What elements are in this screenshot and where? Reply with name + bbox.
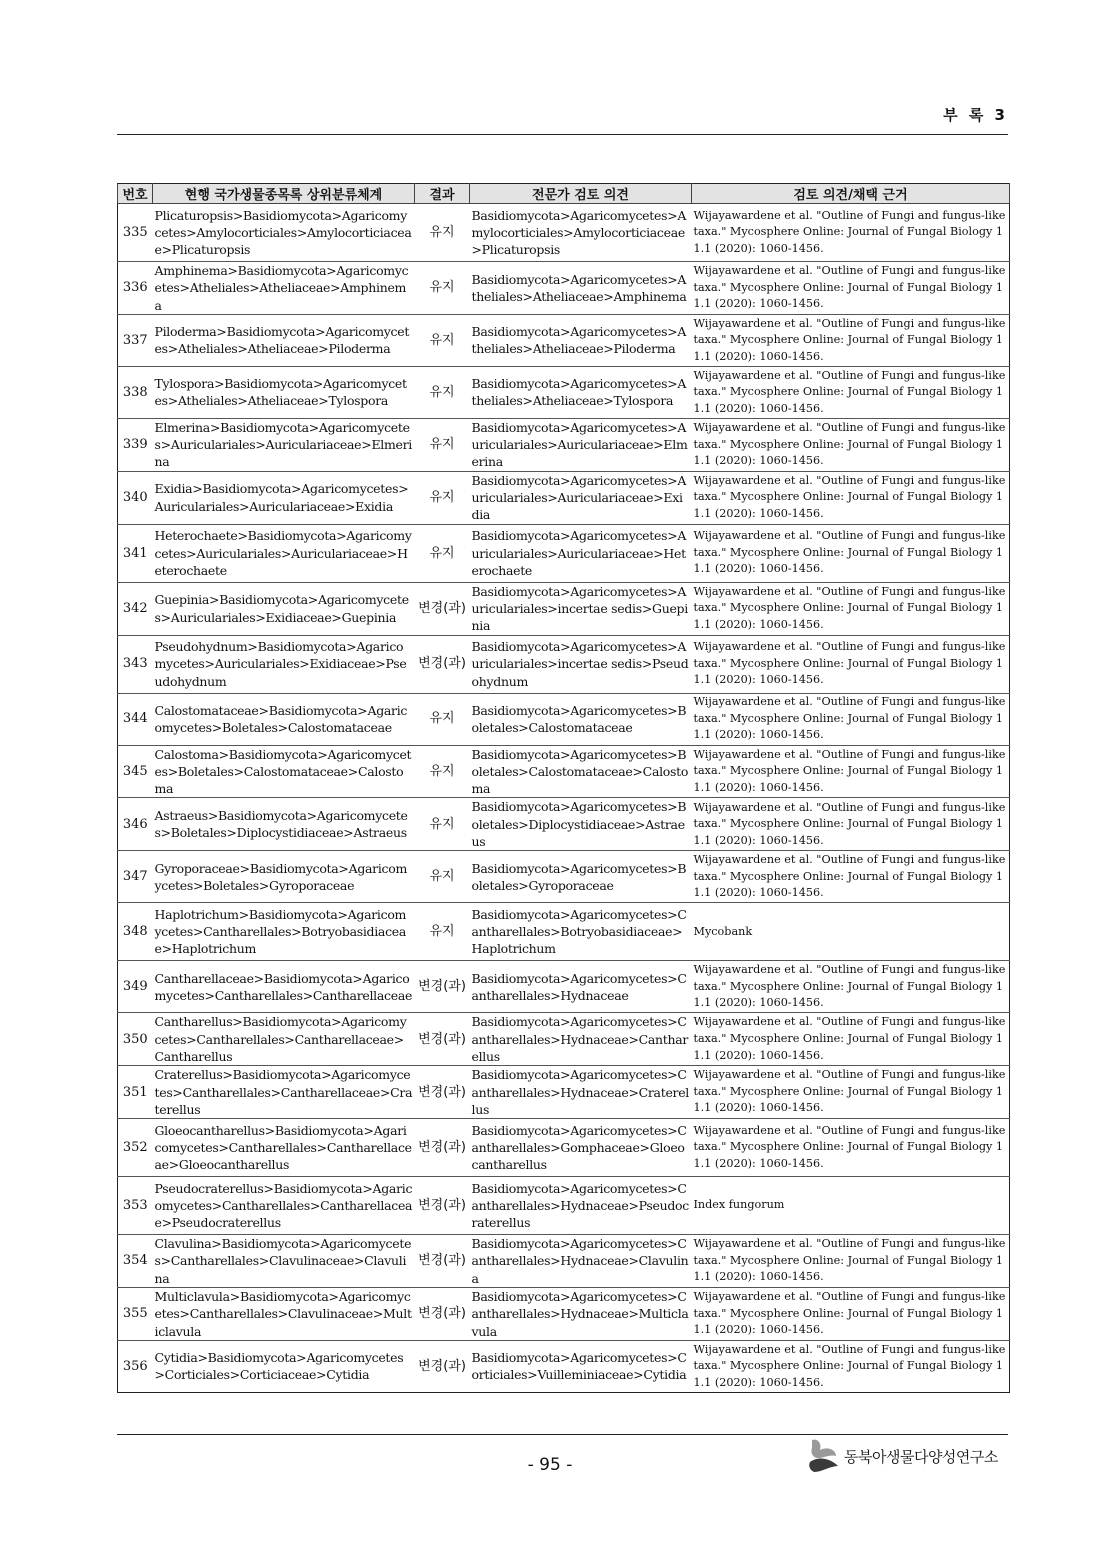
current-classification: Gloeocantharellus>Basidiomycota>Agaricomycetes>Cantharellales>Cantharellaceae>Gloeocantharellus: [153, 1119, 415, 1177]
expert-classification: Basidiomycota>Agaricomycetes>Auriculariales>Auriculariaceae>Heterochaete: [470, 524, 692, 582]
column-header-number: 번호: [118, 184, 153, 204]
review-result: 변경(과): [415, 1066, 470, 1119]
adoption-basis: Wijayawardene et al. "Outline of Fungi and fungus-like taxa." Mycosphere Online: Journal of Fungal Biology 11.1 (2020): 1060-1456.: [692, 1066, 1010, 1119]
adoption-basis: Wijayawardene et al. "Outline of Fungi and fungus-like taxa." Mycosphere Online: Journal of Fungal Biology 11.1 (2020): 1060-1456.: [692, 204, 1010, 262]
row-number: 335: [118, 204, 153, 262]
adoption-basis: Wijayawardene et al. "Outline of Fungi and fungus-like taxa." Mycosphere Online: Journal of Fungal Biology 11.1 (2020): 1060-1456.: [692, 1235, 1010, 1288]
adoption-basis: Wijayawardene et al. "Outline of Fungi and fungus-like taxa." Mycosphere Online: Journal of Fungal Biology 11.1 (2020): 1060-1456.: [692, 798, 1010, 851]
review-result: 유지: [415, 204, 470, 262]
adoption-basis: Wijayawardene et al. "Outline of Fungi and fungus-like taxa." Mycosphere Online: Journal of Fungal Biology 11.1 (2020): 1060-1456.: [692, 1288, 1010, 1341]
adoption-basis: Wijayawardene et al. "Outline of Fungi and fungus-like taxa." Mycosphere Online: Journal of Fungal Biology 11.1 (2020): 1060-1456.: [692, 262, 1010, 315]
row-number: 338: [118, 366, 153, 418]
review-result: 유지: [415, 471, 470, 524]
table-row: [118, 418, 1010, 471]
current-classification: Calostoma>Basidiomycota>Agaricomycetes>Boletales>Calostomataceae>Calostoma: [153, 745, 415, 798]
review-result: 유지: [415, 366, 470, 418]
row-number: 336: [118, 262, 153, 315]
table-row: [118, 1013, 1010, 1066]
current-classification: Multiclavula>Basidiomycota>Agaricomycetes>Cantharellales>Clavulinaceae>Multiclavula: [153, 1288, 415, 1341]
expert-classification: Basidiomycota>Agaricomycetes>Cantharellales>Hydnaceae: [470, 961, 692, 1013]
adoption-basis: Wijayawardene et al. "Outline of Fungi and fungus-like taxa." Mycosphere Online: Journal of Fungal Biology 11.1 (2020): 1060-1456.: [692, 1340, 1010, 1392]
organization-logo: [806, 1436, 998, 1476]
review-result: 변경(과): [415, 1288, 470, 1341]
table-row: [118, 1288, 1010, 1341]
expert-classification: Basidiomycota>Agaricomycetes>Auriculariales>incertae sedis>Pseudohydnum: [470, 635, 692, 693]
expert-classification: Basidiomycota>Agaricomycetes>Atheliales>Atheliaceae>Piloderma: [470, 314, 692, 366]
expert-classification: Basidiomycota>Agaricomycetes>Boletales>Gyroporaceae: [470, 851, 692, 903]
current-classification: Pseudocraterellus>Basidiomycota>Agaricomycetes>Cantharellales>Cantharellaceae>Pseudocraterellus: [153, 1177, 415, 1235]
expert-classification: Basidiomycota>Agaricomycetes>Auriculariales>Auriculariaceae>Exidia: [470, 471, 692, 524]
adoption-basis: Index fungorum: [692, 1177, 1010, 1235]
expert-classification: Basidiomycota>Agaricomycetes>Auriculariales>Auriculariaceae>Elmerina: [470, 418, 692, 471]
table-row: [118, 798, 1010, 851]
review-result: 유지: [415, 903, 470, 961]
current-classification: Elmerina>Basidiomycota>Agaricomycetes>Auriculariales>Auriculariaceae>Elmerina: [153, 418, 415, 471]
adoption-basis: Wijayawardene et al. "Outline of Fungi and fungus-like taxa." Mycosphere Online: Journal of Fungal Biology 11.1 (2020): 1060-1456.: [692, 851, 1010, 903]
table-row: [118, 582, 1010, 635]
review-result: 변경(과): [415, 1340, 470, 1392]
current-classification: Guepinia>Basidiomycota>Agaricomycetes>Auriculariales>Exidiaceae>Guepinia: [153, 582, 415, 635]
taxonomy-review-table: [117, 183, 1010, 1393]
current-classification: Cytidia>Basidiomycota>Agaricomycetes>Corticiales>Corticiaceae>Cytidia: [153, 1340, 415, 1392]
table-row: [118, 903, 1010, 961]
adoption-basis: Mycobank: [692, 903, 1010, 961]
review-result: 변경(과): [415, 1013, 470, 1066]
adoption-basis: Wijayawardene et al. "Outline of Fungi and fungus-like taxa." Mycosphere Online: Journal of Fungal Biology 11.1 (2020): 1060-1456.: [692, 1013, 1010, 1066]
adoption-basis: Wijayawardene et al. "Outline of Fungi and fungus-like taxa." Mycosphere Online: Journal of Fungal Biology 11.1 (2020): 1060-1456.: [692, 366, 1010, 418]
table-row: [118, 1340, 1010, 1392]
review-result: 유지: [415, 262, 470, 315]
review-result: 유지: [415, 314, 470, 366]
expert-classification: Basidiomycota>Agaricomycetes>Atheliales>Atheliaceae>Tylospora: [470, 366, 692, 418]
table-row: [118, 314, 1010, 366]
row-number: 346: [118, 798, 153, 851]
review-result: 유지: [415, 851, 470, 903]
row-number: 342: [118, 582, 153, 635]
row-number: 340: [118, 471, 153, 524]
column-header-basis: 검토 의견/채택 근거: [692, 184, 1010, 204]
expert-classification: Basidiomycota>Agaricomycetes>Corticiales>Vuilleminiaceae>Cytidia: [470, 1340, 692, 1392]
expert-classification: Basidiomycota>Agaricomycetes>Cantharellales>Hydnaceae>Pseudocraterellus: [470, 1177, 692, 1235]
appendix-label: 부 록 3: [943, 106, 1008, 124]
column-header-expert-opinion: 전문가 검토 의견: [470, 184, 692, 204]
review-result: 유지: [415, 524, 470, 582]
review-result: 변경(과): [415, 635, 470, 693]
current-classification: Exidia>Basidiomycota>Agaricomycetes>Auriculariales>Auriculariaceae>Exidia: [153, 471, 415, 524]
expert-classification: Basidiomycota>Agaricomycetes>Cantharellales>Hydnaceae>Multiclavula: [470, 1288, 692, 1341]
current-classification: Calostomataceae>Basidiomycota>Agaricomycetes>Boletales>Calostomataceae: [153, 693, 415, 745]
row-number: 339: [118, 418, 153, 471]
review-result: 변경(과): [415, 1235, 470, 1288]
current-classification: Clavulina>Basidiomycota>Agaricomycetes>Cantharellales>Clavulinaceae>Clavulina: [153, 1235, 415, 1288]
review-result: 변경(과): [415, 582, 470, 635]
current-classification: Astraeus>Basidiomycota>Agaricomycetes>Boletales>Diplocystidiaceae>Astraeus: [153, 798, 415, 851]
row-number: 355: [118, 1288, 153, 1341]
expert-classification: Basidiomycota>Agaricomycetes>Amylocorticiales>Amylocorticiaceae>Plicaturopsis: [470, 204, 692, 262]
table-row: [118, 1235, 1010, 1288]
expert-classification: Basidiomycota>Agaricomycetes>Cantharellales>Hydnaceae>Clavulina: [470, 1235, 692, 1288]
row-number: 351: [118, 1066, 153, 1119]
row-number: 349: [118, 961, 153, 1013]
adoption-basis: Wijayawardene et al. "Outline of Fungi and fungus-like taxa." Mycosphere Online: Journal of Fungal Biology 11.1 (2020): 1060-1456.: [692, 471, 1010, 524]
review-result: 변경(과): [415, 961, 470, 1013]
table-row: [118, 693, 1010, 745]
expert-classification: Basidiomycota>Agaricomycetes>Cantharellales>Hydnaceae>Craterellus: [470, 1066, 692, 1119]
current-classification: Cantharellaceae>Basidiomycota>Agaricomycetes>Cantharellales>Cantharellaceae: [153, 961, 415, 1013]
adoption-basis: Wijayawardene et al. "Outline of Fungi and fungus-like taxa." Mycosphere Online: Journal of Fungal Biology 11.1 (2020): 1060-1456.: [692, 1119, 1010, 1177]
table-row: [118, 961, 1010, 1013]
adoption-basis: Wijayawardene et al. "Outline of Fungi and fungus-like taxa." Mycosphere Online: Journal of Fungal Biology 11.1 (2020): 1060-1456.: [692, 582, 1010, 635]
expert-classification: Basidiomycota>Agaricomycetes>Cantharellales>Gomphaceae>Gloeocantharellus: [470, 1119, 692, 1177]
row-number: 345: [118, 745, 153, 798]
row-number: 350: [118, 1013, 153, 1066]
table-row: [118, 745, 1010, 798]
adoption-basis: Wijayawardene et al. "Outline of Fungi and fungus-like taxa." Mycosphere Online: Journal of Fungal Biology 11.1 (2020): 1060-1456.: [692, 961, 1010, 1013]
review-result: 변경(과): [415, 1119, 470, 1177]
current-classification: Pseudohydnum>Basidiomycota>Agaricomycetes>Auriculariales>Exidiaceae>Pseudohydnum: [153, 635, 415, 693]
table-row: [118, 524, 1010, 582]
bird-logo-icon: [806, 1436, 840, 1476]
current-classification: Amphinema>Basidiomycota>Agaricomycetes>Atheliales>Atheliaceae>Amphinema: [153, 262, 415, 315]
review-result: 유지: [415, 745, 470, 798]
row-number: 337: [118, 314, 153, 366]
table-row: [118, 635, 1010, 693]
row-number: 348: [118, 903, 153, 961]
row-number: 352: [118, 1119, 153, 1177]
column-header-current-classification: 현행 국가생물종목록 상위분류체계: [153, 184, 415, 204]
row-number: 356: [118, 1340, 153, 1392]
table-row: [118, 366, 1010, 418]
current-classification: Cantharellus>Basidiomycota>Agaricomycetes>Cantharellales>Cantharellaceae>Cantharellus: [153, 1013, 415, 1066]
page-number: - 95 -: [527, 1455, 573, 1475]
header-divider: [117, 134, 1008, 135]
table-body: [118, 204, 1010, 1393]
table-row: [118, 1177, 1010, 1235]
current-classification: Gyroporaceae>Basidiomycota>Agaricomycetes>Boletales>Gyroporaceae: [153, 851, 415, 903]
adoption-basis: Wijayawardene et al. "Outline of Fungi and fungus-like taxa." Mycosphere Online: Journal of Fungal Biology 11.1 (2020): 1060-1456.: [692, 418, 1010, 471]
current-classification: Haplotrichum>Basidiomycota>Agaricomycetes>Cantharellales>Botryobasidiaceae>Haplotrichum: [153, 903, 415, 961]
row-number: 353: [118, 1177, 153, 1235]
expert-classification: Basidiomycota>Agaricomycetes>Auriculariales>incertae sedis>Guepinia: [470, 582, 692, 635]
table-row: [118, 1119, 1010, 1177]
table-row: [118, 262, 1010, 315]
adoption-basis: Wijayawardene et al. "Outline of Fungi and fungus-like taxa." Mycosphere Online: Journal of Fungal Biology 11.1 (2020): 1060-1456.: [692, 314, 1010, 366]
current-classification: Tylospora>Basidiomycota>Agaricomycetes>Atheliales>Atheliaceae>Tylospora: [153, 366, 415, 418]
column-header-result: 결과: [415, 184, 470, 204]
row-number: 341: [118, 524, 153, 582]
current-classification: Heterochaete>Basidiomycota>Agaricomycetes>Auriculariales>Auriculariaceae>Heterochaete: [153, 524, 415, 582]
current-classification: Plicaturopsis>Basidiomycota>Agaricomycetes>Amylocorticiales>Amylocorticiaceae>Plicaturopsis: [153, 204, 415, 262]
current-classification: Craterellus>Basidiomycota>Agaricomycetes>Cantharellales>Cantharellaceae>Craterellus: [153, 1066, 415, 1119]
footer-divider: [117, 1434, 1008, 1435]
expert-classification: Basidiomycota>Agaricomycetes>Cantharellales>Botryobasidiaceae>Haplotrichum: [470, 903, 692, 961]
expert-classification: Basidiomycota>Agaricomycetes>Boletales>Diplocystidiaceae>Astraeus: [470, 798, 692, 851]
review-result: 유지: [415, 418, 470, 471]
review-result: 유지: [415, 798, 470, 851]
row-number: 354: [118, 1235, 153, 1288]
table-row: [118, 851, 1010, 903]
review-result: 변경(과): [415, 1177, 470, 1235]
row-number: 344: [118, 693, 153, 745]
expert-classification: Basidiomycota>Agaricomycetes>Atheliales>Atheliaceae>Amphinema: [470, 262, 692, 315]
organization-name: 동북아생물다양성연구소: [844, 1447, 998, 1466]
expert-classification: Basidiomycota>Agaricomycetes>Boletales>Calostomataceae: [470, 693, 692, 745]
table-header-row: [118, 184, 1010, 204]
review-result: 유지: [415, 693, 470, 745]
adoption-basis: Wijayawardene et al. "Outline of Fungi and fungus-like taxa." Mycosphere Online: Journal of Fungal Biology 11.1 (2020): 1060-1456.: [692, 635, 1010, 693]
row-number: 343: [118, 635, 153, 693]
adoption-basis: Wijayawardene et al. "Outline of Fungi and fungus-like taxa." Mycosphere Online: Journal of Fungal Biology 11.1 (2020): 1060-1456.: [692, 693, 1010, 745]
table-row: [118, 1066, 1010, 1119]
adoption-basis: Wijayawardene et al. "Outline of Fungi and fungus-like taxa." Mycosphere Online: Journal of Fungal Biology 11.1 (2020): 1060-1456.: [692, 524, 1010, 582]
expert-classification: Basidiomycota>Agaricomycetes>Cantharellales>Hydnaceae>Cantharellus: [470, 1013, 692, 1066]
current-classification: Piloderma>Basidiomycota>Agaricomycetes>Atheliales>Atheliaceae>Piloderma: [153, 314, 415, 366]
table-row: [118, 471, 1010, 524]
adoption-basis: Wijayawardene et al. "Outline of Fungi and fungus-like taxa." Mycosphere Online: Journal of Fungal Biology 11.1 (2020): 1060-1456.: [692, 745, 1010, 798]
table-row: [118, 204, 1010, 262]
row-number: 347: [118, 851, 153, 903]
expert-classification: Basidiomycota>Agaricomycetes>Boletales>Calostomataceae>Calostoma: [470, 745, 692, 798]
